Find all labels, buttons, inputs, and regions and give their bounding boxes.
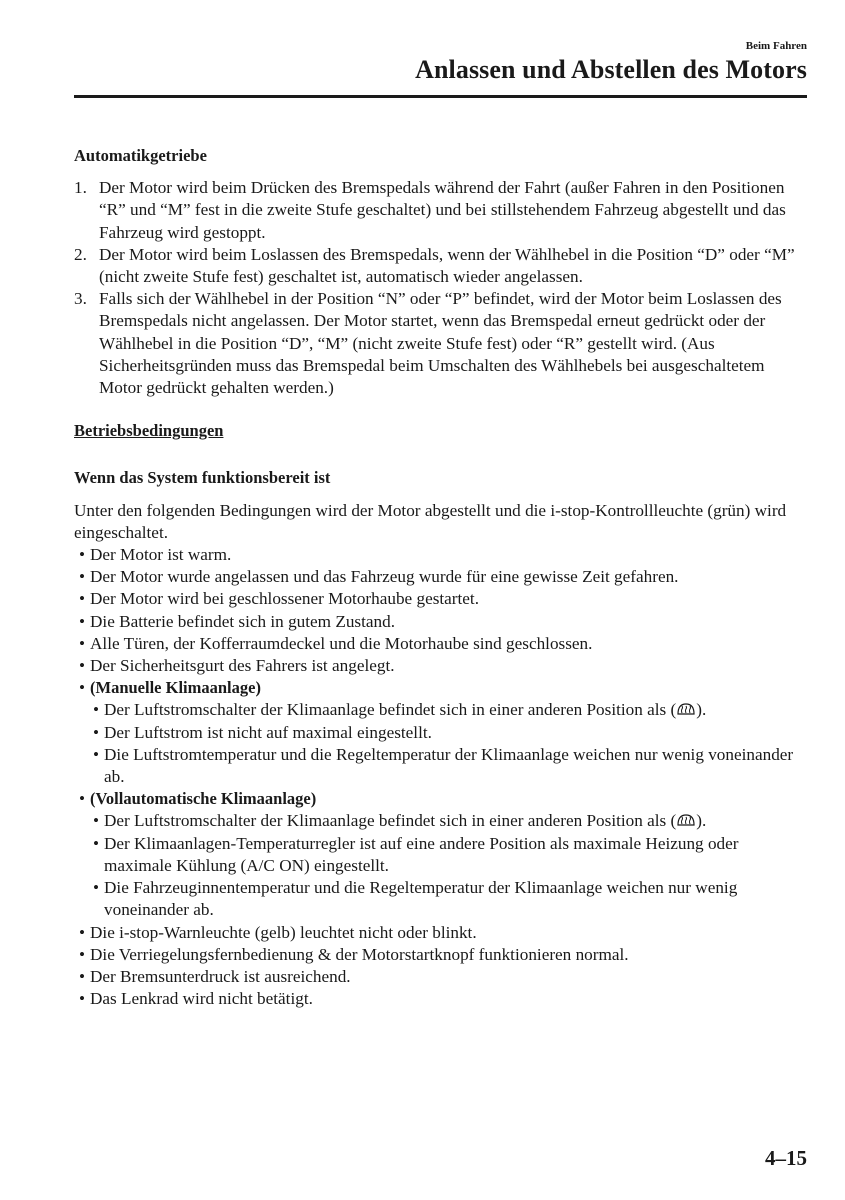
list-item: • Der Sicherheitsgurt des Fahrers ist angelegt. [78,656,395,676]
list-item: 1. Der Motor wird beim Drücken des Bremspedals während der Fahrt (außer Fahren in den Positionen “R” und “M” fest in die zweite Stufe geschaltet) und bei stillstehendem Fahrzeug abgestellt und das Fahrzeug wird gestoppt. [74,178,786,242]
page-number: 4–15 [765,1146,807,1170]
automatik-heading: Automatikgetriebe [74,146,207,165]
manuell-label: (Manuelle Klimaanlage) [90,678,261,698]
page-title: Anlassen und Abstellen des Motors [415,55,807,84]
list-item: • Die Verriegelungsfernbedienung & der Motorstartknopf funktionieren normal. [78,944,629,964]
list-item: • Der Bremsunterdruck ist ausreichend. [78,966,351,986]
windshield-defroster-icon [676,701,696,717]
list-item: 3. Falls sich der Wählhebel in der Position “N” oder “P” befindet, wird der Motor beim Loslassen des Bremspedals nicht angelassen. Der Motor startet, wenn das Bremspedal erneut gedrückt oder der Wählhebel in die Position “D”, “M” (nicht zweite Stufe fest) oder “R” gestellt wird. (Aus Sicherheitsgründen muss das Bremspedal beim Umschalten des Wählhebels bei ausgeschaltetem Motor gedrückt gehalten werden.) [74,289,782,398]
list-item: • Der Motor ist warm. [78,545,232,565]
list-item: • Der Luftstromschalter der Klimaanlage befindet sich in einer anderen Position als ( ). [92,811,707,831]
header-rule [74,95,807,98]
list-item: • Der Luftstrom ist nicht auf maximal eingestellt. [92,722,432,742]
list-item: • (Vollautomatische Klimaanlage) [74,788,807,810]
voll-label: (Vollautomatische Klimaanlage) [90,789,317,809]
list-item: 2. Der Motor wird beim Loslassen des Bremspedals, wenn der Wählhebel in die Position “D” oder “M” (nicht zweite Stufe fest) geschaltet ist, automatisch wieder angelassen. [74,244,795,287]
main-content [74,145,807,1010]
betrieb-heading: Betriebsbedingungen [74,421,224,441]
betrieb-intro: Unter den folgenden Bedingungen wird der Motor abgestellt und die i-stop-Kontrollleuchte (grün) wird eingeschaltet. [74,500,787,542]
list-item: • Die Fahrzeuginnentemperatur und die Regeltemperatur der Klimaanlage weichen nur wenig voneinander ab. [92,878,738,920]
list-item: • Der Luftstromschalter der Klimaanlage befindet sich in einer anderen Position als ( ). [92,700,707,720]
windshield-defroster-icon [676,812,696,828]
section-label: Beim Fahren [745,40,807,52]
final-conditions-list [74,922,807,1011]
list-item: • Der Motor wird bei geschlossener Motorhaube gestartet. [78,589,479,609]
list-item: • (Manuelle Klimaanlage) [74,677,807,699]
list-item: • Der Klimaanlagen-Temperaturregler ist auf eine andere Position als maximale Heizung oder maximale Kühlung (A/C ON) eingestellt. [92,833,739,875]
list-item: • Die Batterie befindet sich in gutem Zustand. [78,611,395,631]
automatik-steps [74,177,807,399]
list-item: • Das Lenkrad wird nicht betätigt. [78,989,313,1009]
voll-list [74,810,807,921]
list-item: • Die Luftstromtemperatur und die Regeltemperatur der Klimaanlage weichen nur wenig voneinander ab. [92,744,794,787]
conditions-list [74,544,807,699]
list-item: • Der Motor wurde angelassen und das Fahrzeug wurde für eine gewisse Zeit gefahren. [78,567,679,587]
betrieb-subheading: Wenn das System funktionsbereit ist [74,468,331,488]
voll-label-list [74,788,807,810]
list-item: • Alle Türen, der Kofferraumdeckel und die Motorhaube sind geschlossen. [78,633,593,653]
list-item: • Die i-stop-Warnleuchte (gelb) leuchtet nicht oder blinkt. [78,922,477,942]
manuell-list [74,699,807,788]
